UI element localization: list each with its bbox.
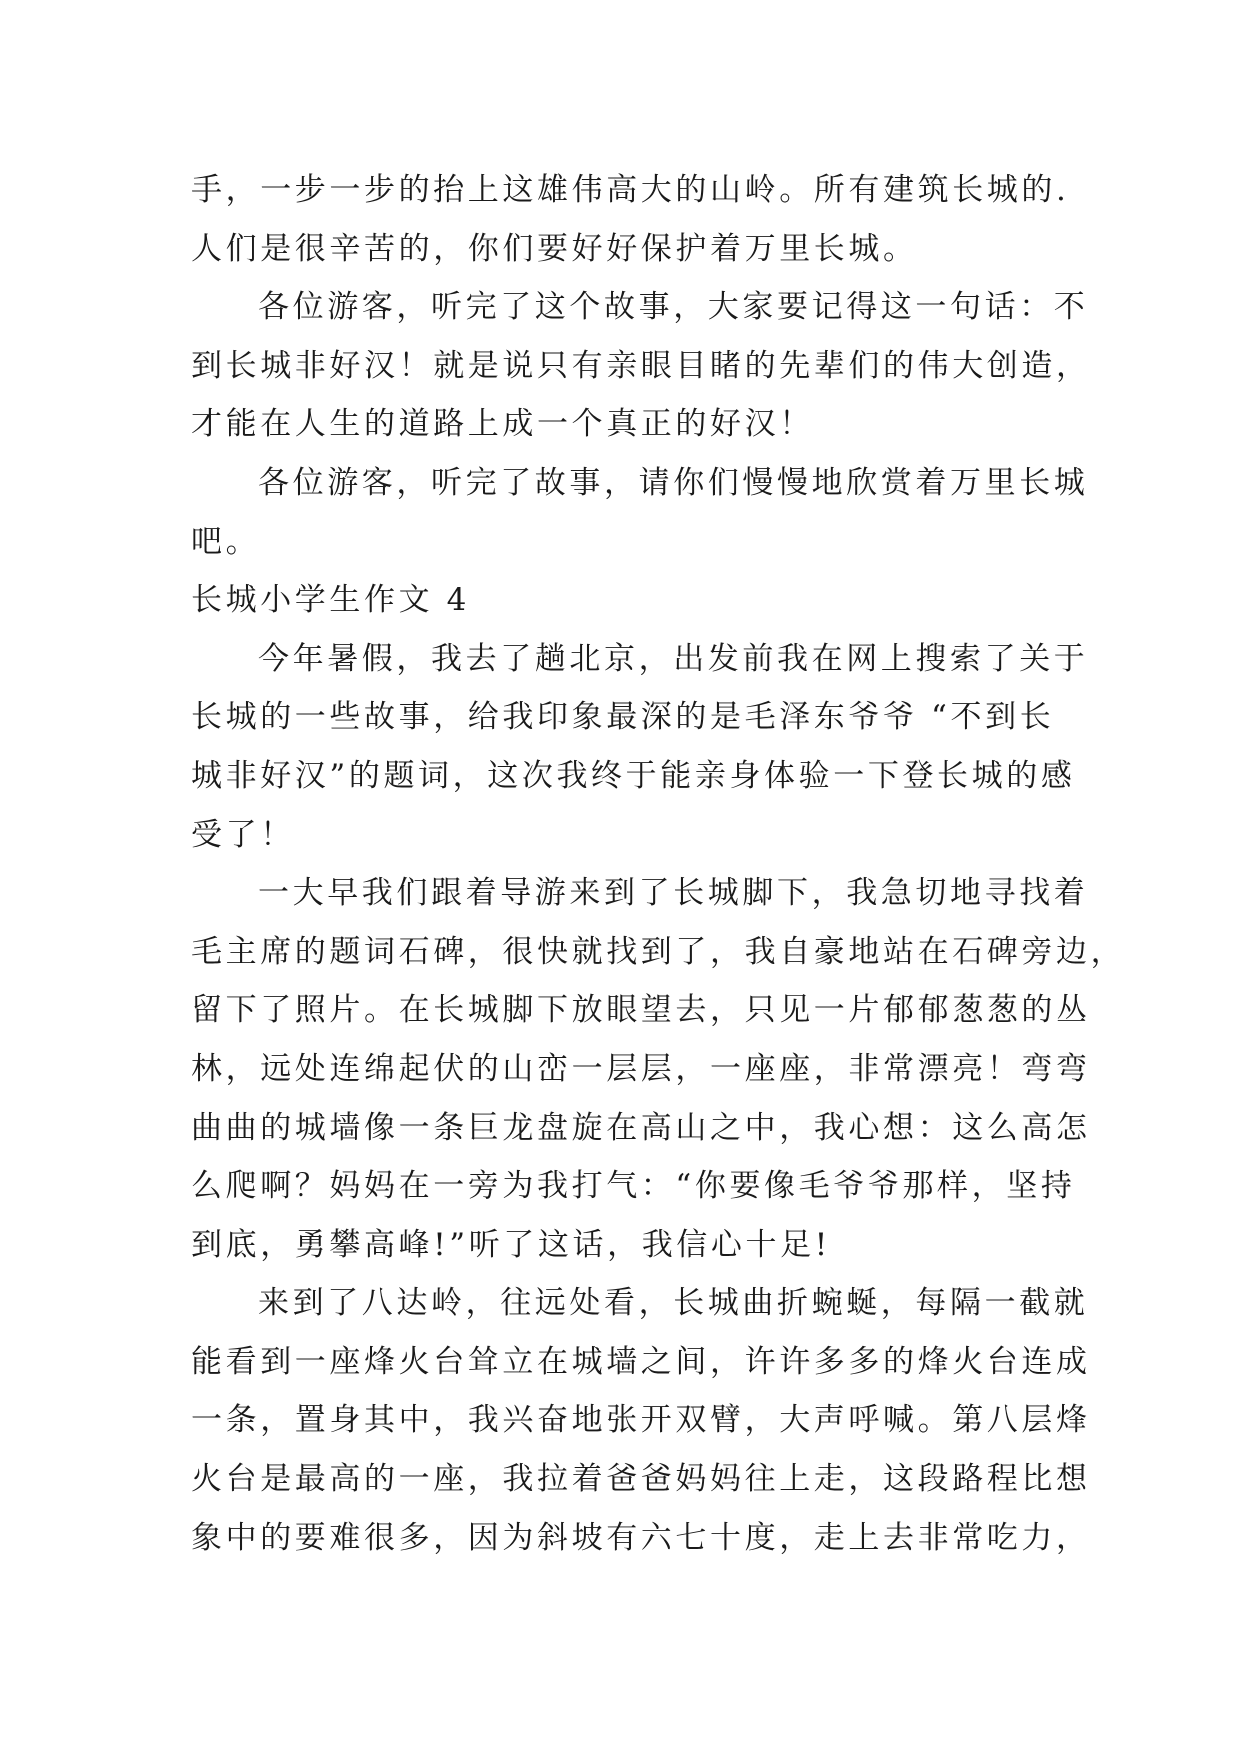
text-line: 受了！: [191, 816, 295, 853]
paragraph-start-line: 一大早我们跟着导游来到了长城脚下，我急切地寻找着: [258, 875, 1089, 912]
text-line: 到底，勇攀高峰!”听了这话，我信心十足!: [191, 1226, 831, 1263]
essay-body: [191, 161, 1126, 1567]
paragraph-start-line: 各位游客，听完了故事，请你们慢慢地欣赏着万里长城: [258, 464, 1089, 501]
section-heading: 长城小学生作文 4: [191, 582, 470, 619]
paragraph-start-line: 今年暑假，我去了趟北京，出发前我在网上搜索了关于: [258, 640, 1089, 677]
text-line: 曲曲的城墙像一条巨龙盘旋在高山之中，我心想：这么高怎: [191, 1109, 1091, 1146]
text-line: 林，远处连绵起伏的山峦一层层，一座座，非常漂亮！弯弯: [191, 1050, 1091, 1087]
text-line: 长城的一些故事，给我印象最深的是毛泽东爷爷 “不到长: [191, 699, 1055, 736]
text-line: 到长城非好汉！就是说只有亲眼目睹的先辈们的伟大创造，: [191, 347, 1091, 384]
text-line: 才能在人生的道路上成一个真正的好汉！: [191, 406, 814, 443]
paragraph-start-line: 来到了八达岭，往远处看，长城曲折蜿蜒，每隔一截就: [258, 1285, 1089, 1322]
text-line: 火台是最高的一座，我拉着爸爸妈妈往上走，这段路程比想: [191, 1461, 1091, 1498]
text-line: 留下了照片。在长城脚下放眼望去，只见一片郁郁葱葱的丛: [191, 992, 1091, 1029]
text-line: 毛主席的题词石碑，很快就找到了，我自豪地站在石碑旁边，: [191, 933, 1126, 970]
text-line: 能看到一座烽火台耸立在城墙之间，许许多多的烽火台连成: [191, 1343, 1091, 1380]
paragraph-start-line: 各位游客，听完了这个故事，大家要记得这一句话：不: [258, 289, 1089, 326]
text-line: 手，一步一步的抬上这雄伟高大的山岭。所有建筑长城的.: [191, 172, 1070, 208]
text-line: 人们是很辛苦的，你们要好好保护着万里长城。: [191, 230, 918, 267]
text-line: 象中的要难很多，因为斜坡有六七十度，走上去非常吃力，: [191, 1519, 1091, 1556]
text-line: 吧。: [191, 523, 261, 560]
text-line: 一条，置身其中，我兴奋地张开双臂，大声呼喊。第八层烽: [191, 1402, 1091, 1439]
text-line: 么爬啊？妈妈在一旁为我打气：“你要像毛爷爷那样，坚持: [191, 1168, 1076, 1205]
text-line: 城非好汉”的题词，这次我终于能亲身体验一下登长城的感: [191, 757, 1076, 794]
